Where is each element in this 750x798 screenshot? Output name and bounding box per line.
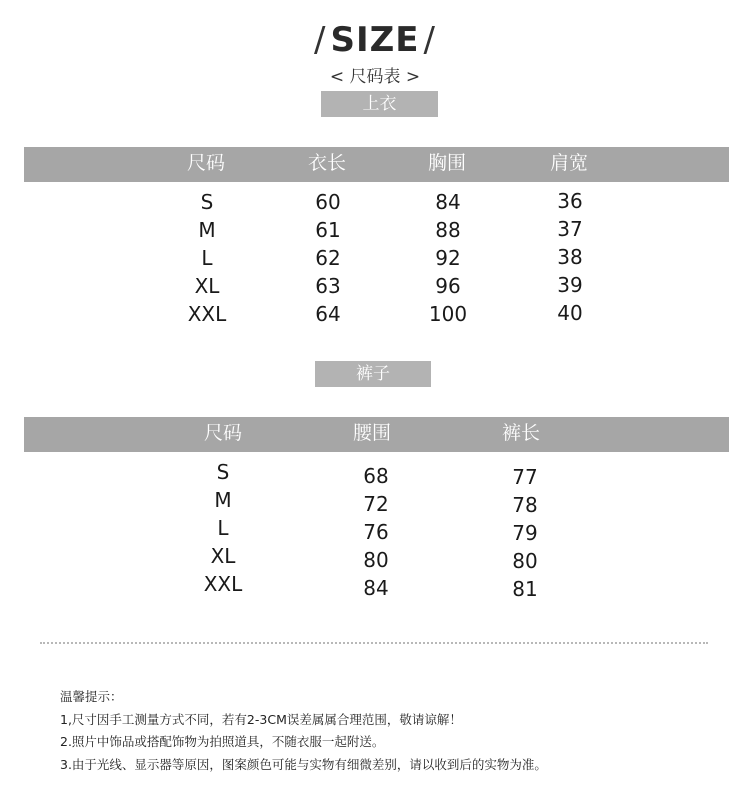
top-col-length <box>278 188 378 328</box>
top-header-length: 衣长 <box>307 152 346 174</box>
title-slash-left: / <box>314 20 327 60</box>
table-cell: XL <box>210 544 236 568</box>
note-line: 3.由于光线、显示器等原因，图案颜色可能与实物有细微差别，请以收到后的实物为准。 <box>60 756 547 772</box>
top-table-body <box>0 188 750 333</box>
table-cell: 64 <box>315 302 341 326</box>
top-col-size <box>157 188 257 328</box>
table-cell: 76 <box>363 520 389 544</box>
note-line: 2.照片中饰品或搭配饰物为拍照道具，不随衣服一起附送。 <box>60 734 385 749</box>
table-cell: 38 <box>557 245 583 269</box>
dotted-divider <box>40 642 708 644</box>
pants-section-tag: 裤子 <box>315 361 431 387</box>
top-header-shoulder: 肩宽 <box>549 152 588 174</box>
table-cell: S <box>200 190 214 214</box>
table-cell: 39 <box>557 273 583 297</box>
table-cell: 88 <box>435 218 461 242</box>
pants-col-length <box>475 463 575 603</box>
size-title <box>0 20 750 60</box>
notes-section <box>60 686 547 776</box>
table-cell: 92 <box>435 246 461 270</box>
pants-header-size: 尺码 <box>203 422 242 444</box>
top-header-chest: 胸围 <box>427 152 466 174</box>
table-cell: M <box>198 218 216 242</box>
table-cell: L <box>217 516 229 540</box>
table-cell: 63 <box>315 274 341 298</box>
table-cell: 79 <box>512 521 538 545</box>
table-cell: 72 <box>363 492 389 516</box>
table-cell: 96 <box>435 274 461 298</box>
table-cell: 100 <box>428 302 468 326</box>
table-cell: 68 <box>363 464 389 488</box>
top-col-chest <box>398 188 498 328</box>
table-cell: 61 <box>315 218 341 242</box>
table-cell: 77 <box>512 465 538 489</box>
table-cell: 81 <box>512 577 538 601</box>
table-cell: 80 <box>512 549 538 573</box>
table-cell: 60 <box>315 190 341 214</box>
notes-heading: 温馨提示： <box>60 689 123 704</box>
table-cell: XL <box>194 274 220 298</box>
top-section-tag: 上衣 <box>321 91 438 117</box>
table-cell: L <box>201 246 213 270</box>
table-cell: 80 <box>363 548 389 572</box>
note-line: 1,尺寸因手工测量方式不同，若有2-3CM误差属属合理范围，敬请谅解！ <box>60 711 462 727</box>
pants-col-size <box>173 458 273 598</box>
table-cell: 36 <box>557 189 583 213</box>
size-chart-subtitle: < 尺码表 > <box>329 67 421 87</box>
table-cell: 78 <box>512 493 538 517</box>
table-cell: 84 <box>363 576 389 600</box>
table-cell: 40 <box>557 301 583 325</box>
table-cell: S <box>216 460 230 484</box>
title-text: SIZE <box>330 20 420 60</box>
table-cell: XXL <box>203 572 243 596</box>
table-cell: M <box>214 488 232 512</box>
table-cell: XXL <box>187 302 227 326</box>
top-col-shoulder <box>520 187 620 327</box>
table-cell: 84 <box>435 190 461 214</box>
pants-header-waist: 腰围 <box>352 422 391 444</box>
top-table-header <box>24 147 729 182</box>
pants-table-body <box>0 458 750 608</box>
pants-header-length: 裤长 <box>501 422 540 444</box>
pants-table-header <box>24 417 729 452</box>
table-cell: 62 <box>315 246 341 270</box>
pants-col-waist <box>326 462 426 602</box>
top-header-size: 尺码 <box>186 152 225 174</box>
title-slash-right: / <box>423 20 436 60</box>
table-cell: 37 <box>557 217 583 241</box>
